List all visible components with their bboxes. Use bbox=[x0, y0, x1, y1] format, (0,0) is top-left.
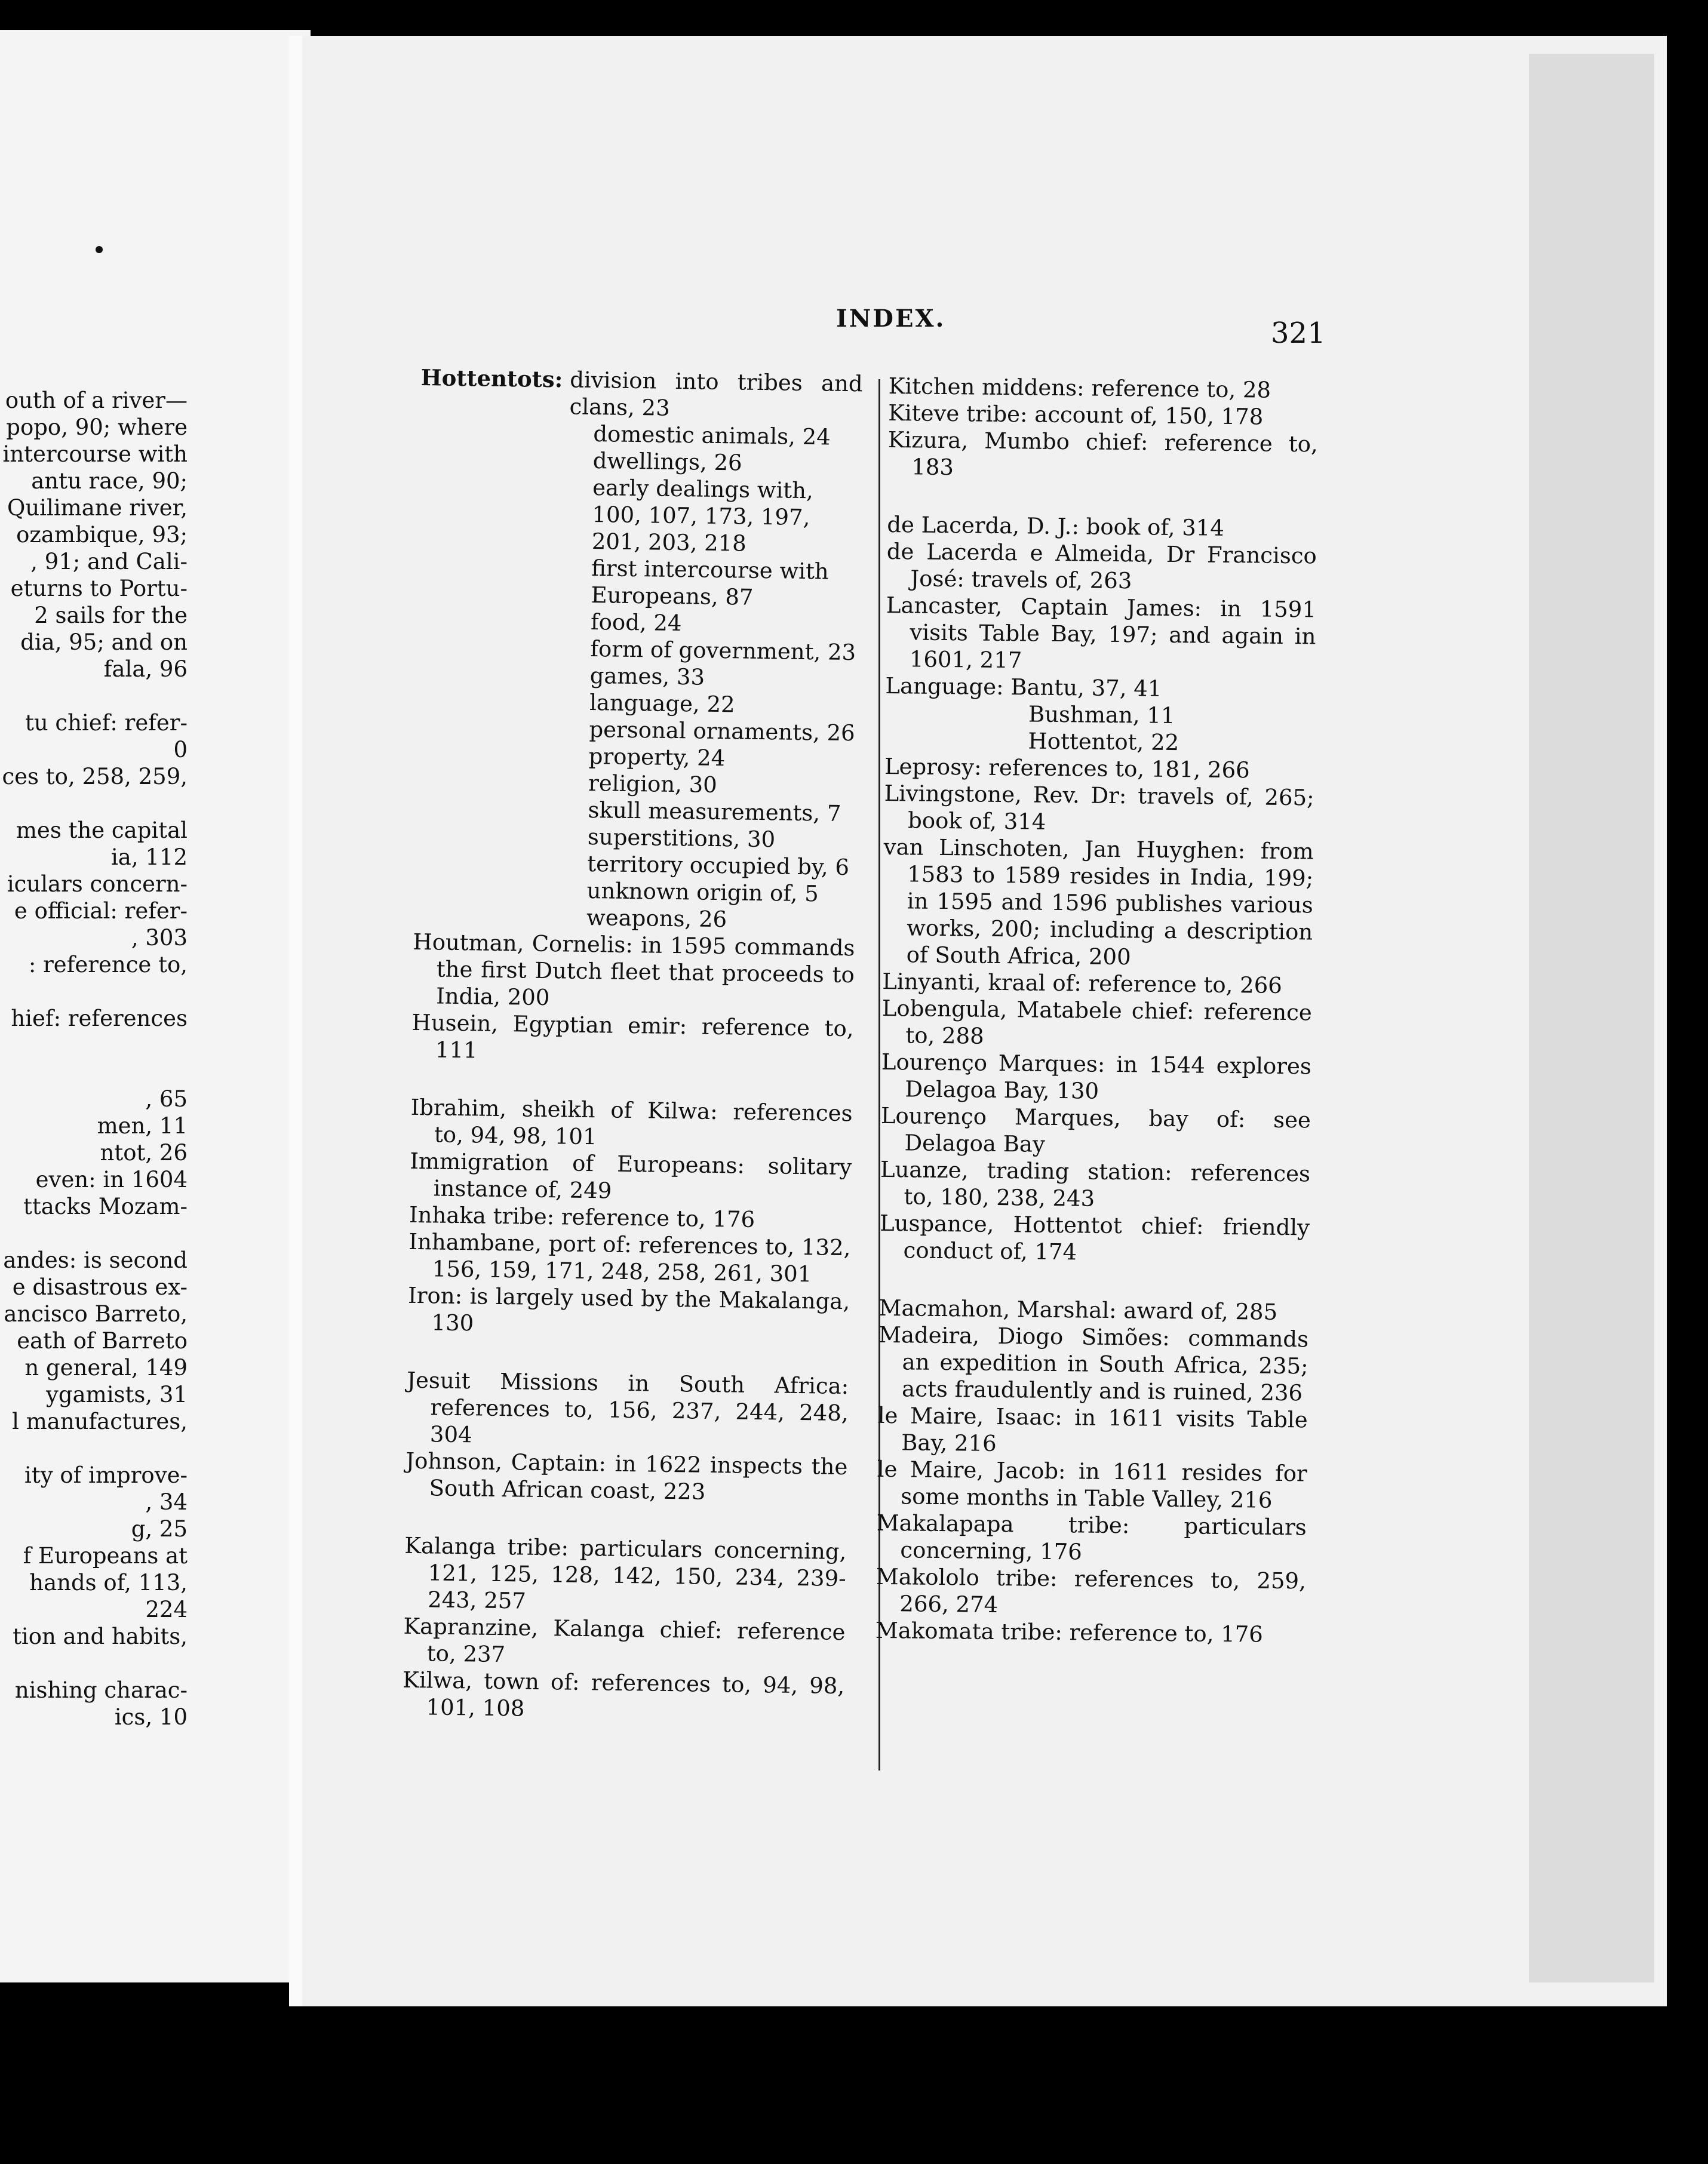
left-page-line: , 91; and Cali- bbox=[30, 549, 188, 574]
left-page-line: tu chief: refer- bbox=[24, 710, 188, 736]
index-entry: le Maire, Jacob: in 1611 resides for some months in Table Valley, 216 bbox=[877, 1456, 1307, 1513]
subentry: property, 24 bbox=[588, 743, 726, 771]
index-entry: Makalapapa tribe: particulars concerning, 176 bbox=[876, 1510, 1307, 1565]
index-entry: Makomata tribe: reference to, 176 bbox=[875, 1617, 1264, 1647]
page-number: 321 bbox=[1271, 316, 1326, 350]
index-entry: Livingstone, Rev. Dr: travels of, 265; book of, 314 bbox=[884, 780, 1314, 835]
section-gap bbox=[887, 480, 1318, 516]
left-page-line: nishing charac- bbox=[14, 1677, 188, 1703]
index-entry: Kizura, Mumbo chief: reference to, 183 bbox=[887, 426, 1319, 481]
section-gap bbox=[879, 1264, 1310, 1299]
index-entry: Macmahon, Marshal: award of, 285 bbox=[878, 1295, 1278, 1325]
left-page-line: n general, 149 bbox=[24, 1355, 188, 1381]
subentry: domestic animals, 24 bbox=[593, 421, 831, 450]
index-entry: Lourenço Marques: in 1544 explores Delagoa Bay, 130 bbox=[881, 1049, 1312, 1104]
left-page-line: 2 sails for the bbox=[34, 603, 188, 628]
subentry: first intercourse with bbox=[591, 555, 829, 585]
index-entry: Luanze, trading station: references to, 180, 238, 243 bbox=[880, 1156, 1311, 1212]
entry-headword: Hottentots: bbox=[420, 364, 563, 393]
left-page-line bbox=[0, 1059, 188, 1086]
left-page-line: mes the capital bbox=[16, 817, 188, 843]
index-entry: le Maire, Isaac: in 1611 visits Table Bay, 216 bbox=[877, 1402, 1308, 1456]
index-entry: Kitchen middens: reference to, 28 bbox=[888, 373, 1271, 403]
left-page-line: 0 bbox=[173, 737, 188, 763]
left-page-line: hands of, 113, bbox=[29, 1570, 188, 1596]
left-page-line: tion and habits, bbox=[13, 1624, 188, 1649]
subentry: early dealings with, bbox=[592, 475, 814, 504]
left-page-line: antu race, 90; bbox=[31, 468, 188, 494]
index-entry: Makololo tribe: references to, 259, 266, 274 bbox=[875, 1563, 1307, 1618]
index-entry: Ibrahim, sheikh of Kilwa: references to, 94, 98, 101 bbox=[410, 1094, 853, 1150]
subentry: territory occupied by, 6 bbox=[587, 850, 850, 881]
index-entry: Kilwa, town of: references to, 94, 98, 101, 108 bbox=[402, 1667, 845, 1722]
left-page-line: ygamists, 31 bbox=[45, 1382, 188, 1407]
left-page-line: fala, 96 bbox=[103, 656, 188, 682]
subentry: form of government, 23 bbox=[590, 636, 856, 666]
index-entry: Language: Bantu, 37, 41 bbox=[885, 672, 1162, 702]
left-page-line: e official: refer- bbox=[14, 898, 188, 924]
index-entry: Lourenço Marques, bay of: see Delagoa Bay bbox=[880, 1102, 1311, 1157]
left-page-line: intercourse with bbox=[2, 441, 188, 467]
left-page-line: even: in 1604 bbox=[35, 1167, 188, 1192]
ink-dot bbox=[96, 246, 103, 253]
left-page-line: dia, 95; and on bbox=[20, 629, 188, 655]
index-entry: Kalanga tribe: particulars concerning, 121, 125, 128, 142, 150, 234, 239-243, 257 bbox=[404, 1532, 847, 1614]
left-page-line: Quilimane river, bbox=[7, 495, 188, 521]
subentry: weapons, 26 bbox=[586, 904, 727, 933]
subentry: superstitions, 30 bbox=[587, 823, 776, 853]
left-page-line bbox=[0, 790, 188, 817]
index-entry: Immigration of Europeans: solitary instance of, 249 bbox=[410, 1148, 852, 1204]
page-edge bbox=[1529, 54, 1654, 1982]
left-page-line: outh of a river— bbox=[5, 388, 188, 413]
left-page bbox=[0, 30, 311, 1982]
left-page-line bbox=[0, 978, 188, 1005]
left-page-line: ity of improve- bbox=[24, 1462, 188, 1488]
subentry: 100, 107, 173, 197, bbox=[592, 502, 810, 531]
index-entry: Linyanti, kraal of: reference to, 266 bbox=[882, 968, 1283, 998]
left-page-line: ancisco Barreto, bbox=[4, 1301, 188, 1327]
left-page-line bbox=[0, 1435, 188, 1462]
left-page-line: f Europeans at bbox=[23, 1543, 188, 1569]
left-page-line bbox=[0, 1220, 188, 1247]
index-column-right bbox=[875, 373, 1319, 1648]
left-page-line: ozambique, 93; bbox=[16, 522, 188, 548]
left-page-line bbox=[0, 1650, 188, 1677]
left-page-line: iculars concern- bbox=[7, 871, 188, 897]
index-column-left bbox=[402, 364, 863, 1726]
index-entry: de Lacerda e Almeida, Dr Francisco José: travels of, 263 bbox=[886, 538, 1317, 594]
subentry: personal ornaments, 26 bbox=[589, 716, 855, 746]
entry-first-subentry: division into tribes and clans, 23 bbox=[569, 367, 863, 421]
left-page-line bbox=[0, 683, 188, 709]
entry-list bbox=[402, 929, 855, 1726]
left-page-line: , 303 bbox=[131, 925, 188, 951]
left-page-line: ics, 10 bbox=[114, 1704, 188, 1730]
left-page-fragments bbox=[0, 387, 188, 1730]
left-page-line: e disastrous ex- bbox=[12, 1274, 188, 1300]
index-entry: Inhambane, port of: references to, 132, 156, 159, 171, 248, 258, 261, 301 bbox=[408, 1228, 851, 1287]
left-page-line: : reference to, bbox=[28, 952, 188, 978]
subentry: skull measurements, 7 bbox=[588, 797, 841, 826]
index-entry: Iron: is largely used by the Makalanga, 130 bbox=[407, 1282, 850, 1336]
index-entry: Jesuit Missions in South Africa: references to, 156, 237, 244, 248, 304 bbox=[406, 1367, 849, 1448]
left-page-line: g, 25 bbox=[131, 1516, 188, 1542]
index-entry: Madeira, Diogo Simões: commands an expedition in South Africa, 235; acts fraudulently and is ruined, 236 bbox=[878, 1321, 1309, 1406]
index-entry: Hottentot, 22 bbox=[1028, 728, 1179, 756]
index-entry: Kapranzine, Kalanga chief: reference to, 237 bbox=[403, 1613, 846, 1668]
left-page-line: andes: is second bbox=[3, 1247, 188, 1273]
index-entry: Bushman, 11 bbox=[1028, 701, 1175, 729]
index-entry: Houtman, Cornelis: in 1595 commands the first Dutch fleet that proceeds to India, 200 bbox=[413, 929, 855, 1011]
left-page-line: 224 bbox=[145, 1597, 188, 1622]
subentry: language, 22 bbox=[589, 689, 735, 718]
running-header: INDEX. bbox=[836, 305, 946, 333]
index-entry: de Lacerda, D. J.: book of, 314 bbox=[887, 511, 1225, 541]
subentry: 201, 203, 218 bbox=[591, 528, 747, 557]
left-page-line: ttacks Mozam- bbox=[23, 1194, 188, 1219]
index-entry: Husein, Egyptian emir: reference to, 111 bbox=[411, 1009, 854, 1063]
subentry: Europeans, 87 bbox=[591, 582, 754, 610]
subentry: games, 33 bbox=[589, 663, 705, 690]
left-page-line: men, 11 bbox=[97, 1113, 188, 1139]
index-entry-hottentots bbox=[420, 364, 863, 424]
subentry-list bbox=[413, 418, 862, 935]
left-page-line bbox=[0, 1032, 188, 1059]
left-page-line: , 34 bbox=[145, 1489, 188, 1515]
left-page-line: hief: references bbox=[11, 1006, 188, 1031]
index-entry: Kiteve tribe: account of, 150, 178 bbox=[888, 399, 1264, 430]
subentry: religion, 30 bbox=[588, 770, 717, 798]
index-entry: Lancaster, Captain James: in 1591 visits Table Bay, 197; and again in 1601, 217 bbox=[886, 592, 1317, 674]
left-page-line: l manufactures, bbox=[12, 1409, 188, 1434]
subentry: food, 24 bbox=[590, 609, 682, 637]
index-entry: Luspance, Hottentot chief: friendly conduct of, 174 bbox=[879, 1210, 1310, 1265]
left-page-line: ces to, 258, 259, bbox=[2, 764, 188, 789]
index-entry: Johnson, Captain: in 1622 inspects the South African coast, 223 bbox=[406, 1447, 848, 1505]
left-page-line: eturns to Portu- bbox=[10, 576, 188, 601]
left-page-line: , 65 bbox=[145, 1086, 188, 1112]
left-page-line: popo, 90; where bbox=[6, 414, 188, 440]
index-entry: Lobengula, Matabele chief: reference to, 288 bbox=[881, 995, 1313, 1049]
left-page-line: ntot, 26 bbox=[100, 1140, 188, 1166]
subentry: unknown origin of, 5 bbox=[586, 877, 819, 907]
left-page-line: ia, 112 bbox=[110, 844, 188, 870]
left-page-line: eath of Barreto bbox=[17, 1328, 188, 1354]
index-entry: van Linschoten, Jan Huyghen: from 1583 to 1589 resides in India, 199; in 1595 and 1596 publishes various works, 200; including a description of South Africa, 200 bbox=[883, 834, 1314, 970]
subentry: dwellings, 26 bbox=[592, 448, 742, 476]
index-entry: Inhaka tribe: reference to, 176 bbox=[408, 1201, 755, 1232]
entry-list bbox=[875, 373, 1319, 1648]
index-entry: Leprosy: references to, 181, 266 bbox=[884, 753, 1250, 783]
